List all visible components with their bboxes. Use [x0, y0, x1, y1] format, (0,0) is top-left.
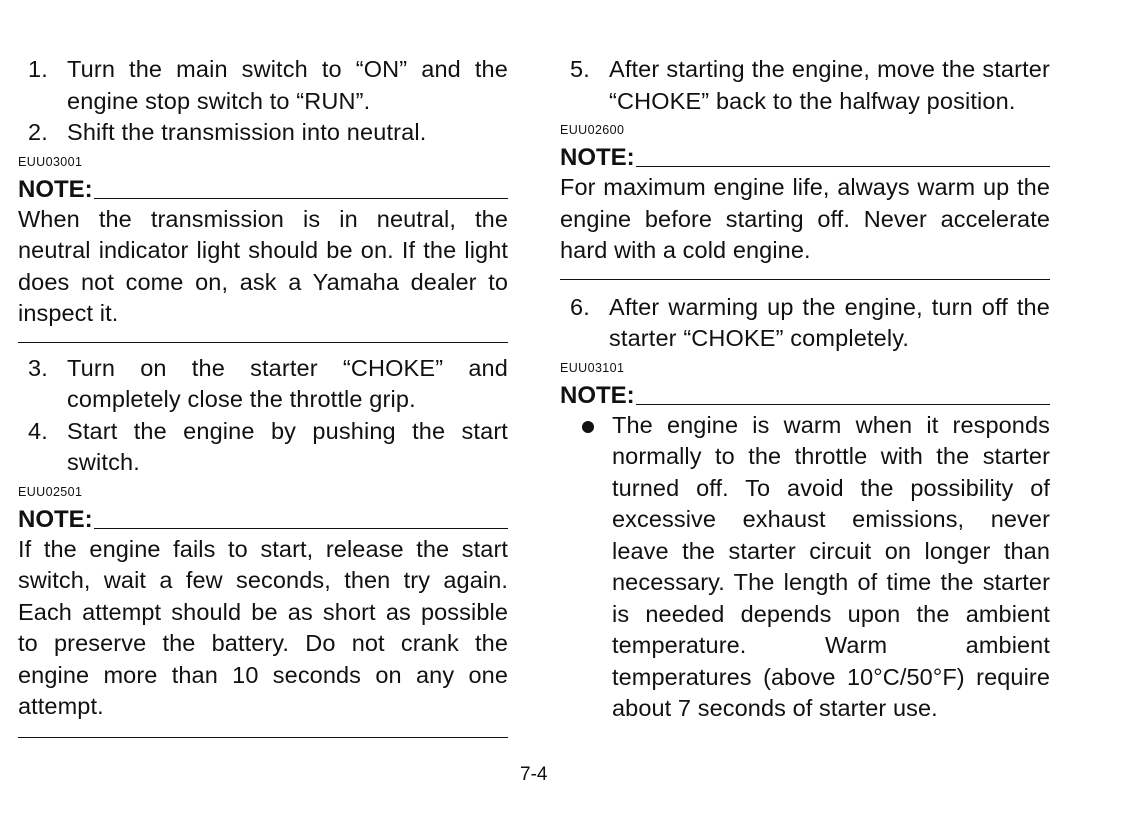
step-text: Turn on the starter “CHOKE” and completely close the throttle grip. [67, 354, 508, 412]
note-text: If the engine fails to start, release the start switch, wait a few seconds, then try again. Each attempt should be as short as possible to preserve the battery. Do not crank the engine more than 10 seconds on any one attempt. [18, 535, 508, 719]
step-6 [560, 292, 1050, 355]
note-label: NOTE: [560, 381, 635, 409]
note-header [18, 174, 508, 204]
note-divider [636, 166, 1050, 167]
note-bullet-item [560, 410, 1050, 725]
bullet-icon [582, 421, 594, 433]
note-label: NOTE: [18, 505, 93, 533]
right-column [560, 54, 1050, 725]
step-number: 1. [28, 56, 48, 82]
note-divider [636, 404, 1050, 405]
step-text: After warming up the engine, turn off the starter “CHOKE” completely. [609, 293, 1050, 351]
note-text: When the transmission is in neutral, the neutral indicator light should be on. If the light does not come on, ask a Yamaha dealer to inspect it. [18, 205, 508, 326]
step-number: 4. [28, 417, 48, 444]
step-text: Shift the transmission into neutral. [67, 119, 427, 145]
reference-code: EUU02600 [560, 123, 625, 137]
step-number: 2. [28, 119, 48, 145]
note-header [560, 380, 1050, 410]
step-number: 6. [570, 293, 590, 320]
step-4 [18, 416, 508, 479]
step-5 [560, 54, 1050, 117]
note-divider [94, 528, 508, 529]
step-text: Turn the main switch to “ON” and the engine stop switch to “RUN”. [67, 56, 508, 114]
note-text: For maximum engine life, always warm up the engine before starting off. Never accelerate hard with a cold engine. [560, 174, 1050, 263]
step-1 [18, 54, 508, 117]
page-number: 7-4 [520, 764, 548, 785]
left-column [18, 54, 508, 738]
reference-code: EUU03101 [560, 360, 625, 375]
step-number: 3. [28, 354, 48, 381]
bullet-text: The engine is warm when it responds normally to the throttle with the starter turned off. To avoid the possibility of excessive exhaust emissions, never leave the starter circuit on longer than necessary. The length of time the starter is needed depends upon the ambient temperature. Warm ambient temperatures (above 10°C/50°F) require about 7 seconds of starter use. [612, 411, 1050, 721]
step-text: After starting the engine, move the starter “CHOKE” back to the halfway position. [609, 56, 1050, 114]
step-text: Start the engine by pushing the start switch. [67, 417, 508, 475]
note-divider [94, 198, 508, 199]
note-label: NOTE: [560, 144, 635, 171]
step-number: 5. [570, 56, 590, 82]
note-label: NOTE: [18, 175, 93, 203]
reference-code: EUU03001 [18, 154, 83, 169]
step-3 [18, 353, 508, 416]
note-header [560, 142, 1050, 172]
step-2 [18, 117, 508, 149]
reference-code: EUU02501 [18, 484, 83, 499]
note-end-rule [560, 279, 1050, 280]
note-end-rule [18, 342, 508, 343]
note-end-rule [18, 737, 508, 738]
note-header [18, 504, 508, 534]
